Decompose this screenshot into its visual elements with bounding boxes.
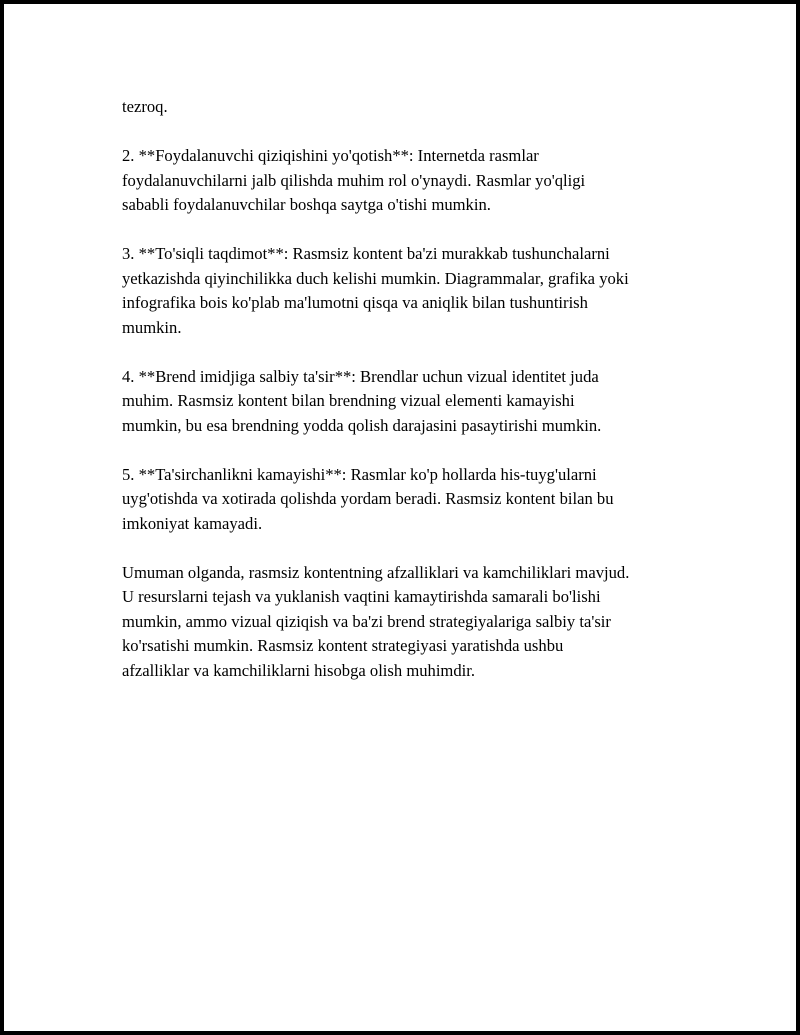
paragraph-item-3 (122, 242, 722, 340)
text-line: U resurslarni tejash va yuklanish vaqtini kamaytirishda samarali bo'lishi (122, 587, 601, 606)
text-line: ko'rsatishi mumkin. Rasmsiz kontent strategiyasi yaratishda ushbu (122, 636, 564, 655)
text-line: yetkazishda qiyinchilikka duch kelishi mumkin. Diagrammalar, grafika yoki (122, 268, 629, 288)
text-line: sababli foydalanuvchilar boshqa saytga o'tishi mumkin. (122, 195, 491, 214)
text-line: 5. **Ta'sirchanlikni kamayishi**: Rasmlar ko'p hollarda his-tuyg'ularni (122, 464, 597, 484)
paragraph-item-4 (122, 365, 722, 439)
text-line: mumkin. (122, 317, 182, 337)
paragraph-item-5 (122, 463, 722, 537)
text-line: Umuman olganda, rasmsiz kontentning afzalliklari va kamchiliklari mavjud. (122, 562, 630, 582)
text-line: foydalanuvchilarni jalb qilishda muhim rol o'ynaydi. Rasmlar yo'qligi (122, 170, 586, 190)
document-body (122, 95, 722, 708)
text-line: 2. **Foydalanuvchi qiziqishini yo'qotish**: Internetda rasmlar (122, 146, 539, 165)
text-line: imkoniyat kamayadi. (122, 513, 263, 533)
text-line: 3. **To'siqli taqdimot**: Rasmsiz kontent ba'zi murakkab tushunchalarni (122, 244, 610, 263)
text-line: 4. **Brend imidjiga salbiy ta'sir**: Brendlar uchun vizual identitet juda (122, 366, 599, 386)
paragraph-continuation (122, 95, 722, 120)
text-line: muhim. Rasmsiz kontent bilan brendning vizual elementi kamayishi (122, 391, 575, 410)
paragraph-item-2 (122, 144, 722, 218)
text-line: mumkin, bu esa brendning yodda qolish darajasini pasaytirishi mumkin. (122, 415, 602, 435)
text-line: tezroq. (122, 97, 168, 116)
text-line: afzalliklar va kamchiliklarni hisobga olish muhimdir. (122, 660, 475, 680)
paragraph-conclusion (122, 561, 722, 684)
text-line: infografika bois ko'plab ma'lumotni qisqa va aniqlik bilan tushuntirish (122, 293, 588, 312)
text-line: mumkin, ammo vizual qiziqish va ba'zi brend strategiyalariga salbiy ta'sir (122, 611, 611, 631)
text-line: uyg'otishda va xotirada qolishda yordam beradi. Rasmsiz kontent bilan bu (122, 489, 614, 508)
